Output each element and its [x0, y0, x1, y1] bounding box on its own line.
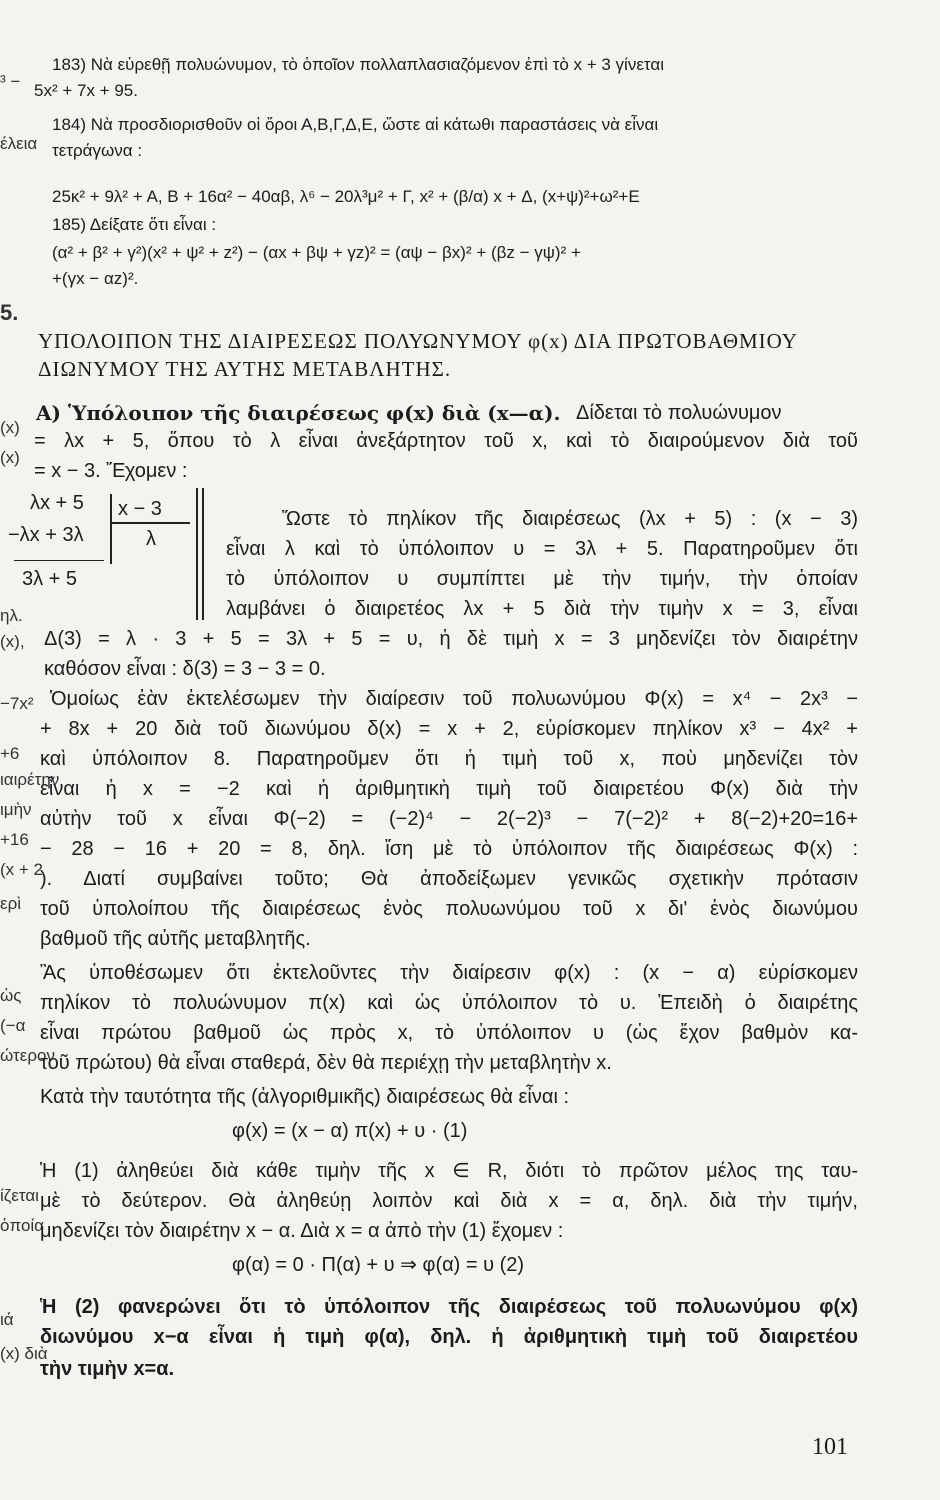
body-line-10: τοῦ ὑπολοίπου τῆς διαιρέσεως ἑνὸς πολυωνύμου τοῦ x δι' ἑνὸς διωνύμου	[40, 898, 858, 920]
division-subtrahend: −λx + 3λ	[8, 524, 84, 546]
page-number: 101	[812, 1434, 848, 1460]
exercise-184-line-2: τετράγωνα :	[52, 141, 143, 160]
exercise-184-line-1: 184) Νὰ προσδιορισθοῦν οἱ ὅροι Α,Β,Γ,Δ,Ε, ὥστε αἱ κάτωθι παραστάσεις νὰ εἶναι	[52, 115, 659, 134]
body-line-9: ). Διατί συμβαίνει τοῦτο; Θὰ ἀποδείξωμεν γενικῶς σχετικὴν πρότασιν	[40, 868, 858, 890]
exercise-183-line-2: 5x² + 7x + 95.	[34, 81, 138, 100]
division-bar-vertical	[110, 494, 112, 564]
equation-2: φ(α) = 0 · Π(α) + υ ⇒ φ(α) = υ (2)	[232, 1254, 525, 1276]
margin-fragment: ηλ.	[0, 606, 23, 625]
margin-fragment: +6	[0, 744, 20, 763]
body-line-16: Κατὰ τὴν ταυτότητα τῆς (ἀλγοριθμικῆς) διαιρέσεως θὰ εἶναι :	[40, 1086, 569, 1108]
margin-fragment: ώτερον	[0, 1046, 55, 1065]
body-line-1: Δ(3) = λ · 3 + 5 = 3λ + 5 = υ, ἡ δὲ τιμὴ x = 3 μηδενίζει τὸν διαιρέτην	[44, 628, 858, 650]
body-line-12: Ἂς ὑποθέσωμεν ὅτι ἐκτελοῦντες τὴν διαίρεσιν φ(x) : (x − α) εὑρίσκομεν	[40, 962, 858, 984]
body-line-4: + 8x + 20 διὰ τοῦ διωνύμου δ(x) = x + 2, εὑρίσκομεν πηλίκον x³ − 4x² +	[40, 718, 858, 740]
explain-line-3: τὸ ὑπόλοιπον υ συμπίπτει μὲ τὴν τιμήν, τὴν ὁποίαν	[226, 568, 858, 590]
division-frame-double-1	[196, 488, 198, 620]
part-a-line-3: = x − 3. Ἔχομεν :	[34, 460, 188, 482]
body-line-8: − 28 − 16 + 20 = 8, δηλ. ἴση μὲ τὸ ὑπόλοιπον τῆς διαιρέσεως Φ(x) :	[40, 838, 858, 860]
margin-fragment: (x),	[0, 632, 25, 651]
explain-line-4: λαμβάνει ὁ διαιρετέος λx + 5 διὰ τὴν τιμὴν x = 3, εἶναι	[226, 598, 858, 620]
division-remainder: 3λ + 5	[22, 568, 78, 590]
body-line-15: τοῦ πρώτου) θὰ εἶναι σταθερά, δὲν θὰ περιέχῃ τὴν μεταβλητὴν x.	[40, 1052, 612, 1074]
division-divisor: x − 3	[118, 498, 162, 520]
exercise-183-line-1: 183) Νὰ εὑρεθῇ πολυώνυμον, τὸ ὁποῖον πολλαπλασιαζόμενον ἐπὶ τὸ x + 3 γίνεται	[52, 55, 664, 74]
margin-fragment: έλεια	[0, 134, 38, 153]
body-line-21: διωνύμου x−α εἶναι ἡ τιμὴ φ(α), δηλ. ἡ ἀριθμητικὴ τιμὴ τοῦ διαιρετέου	[40, 1326, 858, 1348]
body-line-5: καὶ ὑπόλοιπον 8. Παρατηροῦμεν ὅτι ἡ τιμὴ τοῦ x, ποὺ μηδενίζει τὸν	[40, 748, 858, 770]
part-a-subtitle: Α) Ὑπόλοιπον τῆς διαιρέσεως φ(x) διὰ (x—α).	[36, 401, 561, 425]
exercise-185-line-1: 185) Δείξατε ὅτι εἶναι :	[52, 215, 217, 234]
margin-fragment: (x)	[0, 418, 20, 437]
margin-fragment: (−α	[0, 1016, 26, 1035]
body-line-20: Ἡ (2) φανερώνει ὅτι τὸ ὑπόλοιπον τῆς διαιρέσεως τοῦ πολυωνύμου φ(x)	[40, 1296, 858, 1318]
division-quotient: λ	[146, 528, 156, 550]
margin-fragment: (x)	[0, 448, 20, 467]
body-line-3: Ὁμοίως ἐὰν ἐκτελέσωμεν τὴν διαίρεσιν τοῦ πολυωνύμου Φ(x) = x⁴ − 2x³ −	[50, 688, 858, 710]
margin-fragment: ερὶ	[0, 894, 22, 913]
margin-fragment: 5.	[0, 300, 19, 325]
margin-fragment: ιά	[0, 1310, 14, 1329]
margin-fragment: ίζεται	[0, 1186, 39, 1205]
body-line-14: εἶναι πρώτου βαθμοῦ ὡς πρὸς x, τὸ ὑπόλοιπον υ (ὡς ἔχον βαθμὸν κα-	[40, 1022, 858, 1044]
margin-fragment: ὁποία	[0, 1216, 45, 1235]
division-frame-double-2	[202, 488, 204, 620]
division-bar-horizontal	[110, 522, 190, 524]
exercise-185-line-3: +(γx − αz)².	[52, 269, 139, 288]
body-line-17: Ἡ (1) ἀληθεύει διὰ κάθε τιμὴν τῆς x ∈ R, διότι τὸ πρῶτον μέλος της ταυ-	[40, 1160, 858, 1182]
section-title-line-1: ΥΠΟΛΟΙΠΟΝ ΤΗΣ ΔΙΑΙΡΕΣΕΩΣ ΠΟΛΥΩΝΥΜΟΥ φ(x) ΔΙΑ ΠΡΩΤΟΒΑΘΜΙΟΥ	[38, 329, 798, 353]
margin-fragment: (x + 2	[0, 860, 43, 879]
explain-line-1: Ὥστε τὸ πηλίκον τῆς διαιρέσεως (λx + 5) : (x − 3)	[282, 508, 858, 530]
margin-fragment: (x) διὰ	[0, 1344, 48, 1363]
equation-1: φ(x) = (x − α) π(x) + υ · (1)	[232, 1120, 468, 1142]
body-line-2: καθόσον εἶναι : δ(3) = 3 − 3 = 0.	[44, 658, 326, 680]
margin-fragment: ιμὴν	[0, 800, 32, 819]
body-line-18: μὲ τὸ δεύτερον. Θὰ ἀληθεύῃ λοιπὸν καὶ διὰ x = α, δηλ. διὰ τὴν τιμήν,	[40, 1190, 858, 1212]
exercise-185-line-2: (α² + β² + γ²)(x² + ψ² + z²) − (αx + βψ + γz)² = (αψ − βx)² + (βz − γψ)² +	[52, 243, 581, 262]
body-line-13: πηλίκον τὸ πολυώνυμον π(x) καὶ ὡς ὑπόλοιπον τὸ υ. Ἐπειδὴ ὁ διαιρέτης	[40, 992, 858, 1014]
margin-fragment: +16	[0, 830, 29, 849]
body-line-19: μηδενίζει τὸν διαιρέτην x − α. Διὰ x = α ἀπὸ τὴν (1) ἔχομεν :	[40, 1220, 564, 1242]
margin-fragment: −7x²	[0, 694, 34, 713]
body-line-11: βαθμοῦ τῆς αὐτῆς μεταβλητῆς.	[40, 928, 311, 950]
body-line-22: τὴν τιμὴν x=α.	[40, 1358, 175, 1380]
part-a-line-2: = λx + 5, ὅπου τὸ λ εἶναι ἀνεξάρτητον τοῦ x, καὶ τὸ διαιρούμενον διὰ τοῦ	[34, 430, 858, 452]
division-dividend: λx + 5	[30, 492, 84, 514]
part-a-line-1-rest: Δίδεται τὸ πολυώνυμον	[576, 402, 782, 424]
explain-line-2: εἶναι λ καὶ τὸ ὑπόλοιπον υ = 3λ + 5. Παρατηροῦμεν ὅτι	[226, 538, 858, 560]
body-line-7: αὐτὴν τοῦ x εἶναι Φ(−2) = (−2)⁴ − 2(−2)³ − 7(−2)² + 8(−2)+20=16+	[40, 808, 858, 830]
exercise-184-expressions: 25κ² + 9λ² + Α, Β + 16α² − 40αβ, λ⁶ − 20λ³μ² + Γ, x² + (β/α) x + Δ, (x+ψ)²+ω²+Ε	[52, 187, 640, 206]
margin-fragment: ὡς	[0, 986, 22, 1005]
division-result-line	[14, 560, 104, 561]
section-title-line-2: ΔΙΩΝΥΜΟΥ ΤΗΣ ΑΥΤΗΣ ΜΕΤΑΒΛΗΤΗΣ.	[38, 357, 452, 381]
margin-fragment: ιαιρέτην	[0, 770, 60, 789]
margin-fragment: ³ −	[0, 72, 21, 91]
body-line-6: εἶναι ἡ x = −2 καὶ ἡ ἀριθμητικὴ τιμὴ τοῦ διαιρετέου Φ(x) διὰ τὴν	[40, 778, 858, 800]
